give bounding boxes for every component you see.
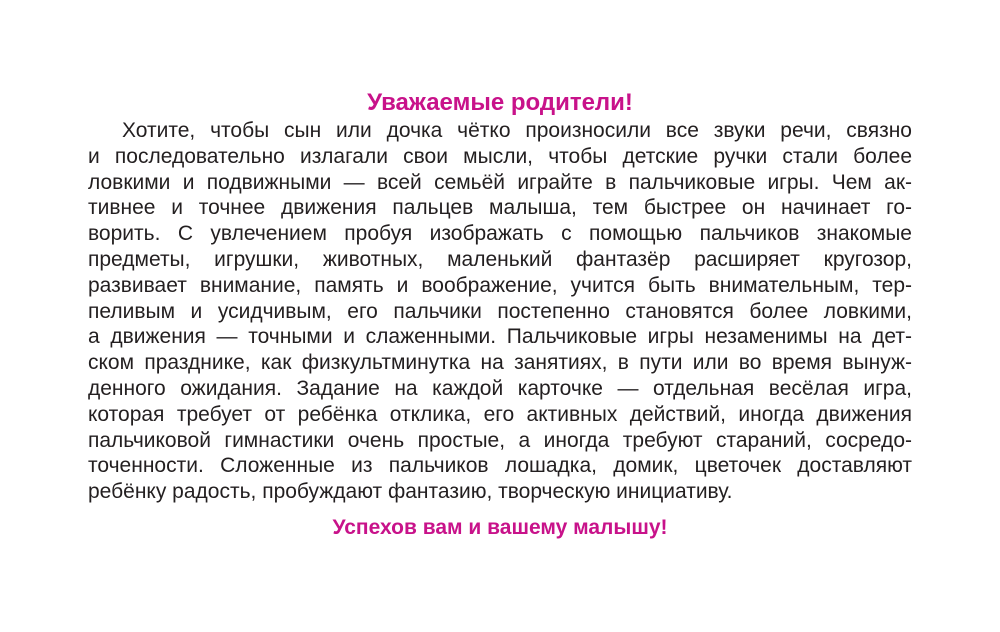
body-line: Хотите, чтобы сын или дочка чётко произносили все звуки речи, связно: [122, 119, 912, 142]
body-line: и последовательно излагали свои мысли, чтобы детские ручки стали более: [88, 144, 912, 168]
body-line: которая требует от ребёнка отклика, его активных действий, иногда движения: [88, 402, 912, 426]
body-line: тивнее и точнее движения пальцев малыша, тем быстрее он начинает го-: [88, 196, 912, 220]
body-line: ловкими и подвижными — всей семьёй играйте в пальчиковые игры. Чем ак-: [88, 170, 912, 194]
body-paragraph: [88, 118, 912, 505]
page-title: Уважаемые родители!: [367, 89, 633, 116]
body-line: а движения — точными и слаженными. Пальчиковые игры незаменимы на дет-: [88, 325, 912, 349]
body-line: предметы, игрушки, животных, маленький фантазёр расширяет кругозор,: [88, 247, 912, 271]
document-page: [88, 88, 912, 542]
body-line: развивает внимание, память и воображение, учится быть внимательным, тер-: [88, 273, 912, 297]
body-line: пеливым и усидчивым, его пальчики постепенно становятся более ловкими,: [88, 299, 912, 323]
body-line: ворить. С увлечением пробуя изображать с помощью пальчиков знакомые: [88, 222, 912, 246]
body-line: точенности. Сложенные из пальчиков лошадка, домик, цветочек доставляют: [88, 454, 912, 478]
body-line: денного ожидания. Задание на каждой карточке — отдельная весёлая игра,: [88, 376, 912, 400]
body-line: ребёнку радость, пробуждают фантазию, творческую инициативу.: [88, 480, 733, 504]
body-line: пальчиковой гимнастики очень простые, а иногда требуют стараний, сосредо-: [88, 428, 912, 452]
body-line: ском празднике, как физкультминутка на занятиях, в пути или во время вынуж-: [88, 351, 912, 375]
closing-line: Успехов вам и вашему малышу!: [332, 515, 668, 539]
